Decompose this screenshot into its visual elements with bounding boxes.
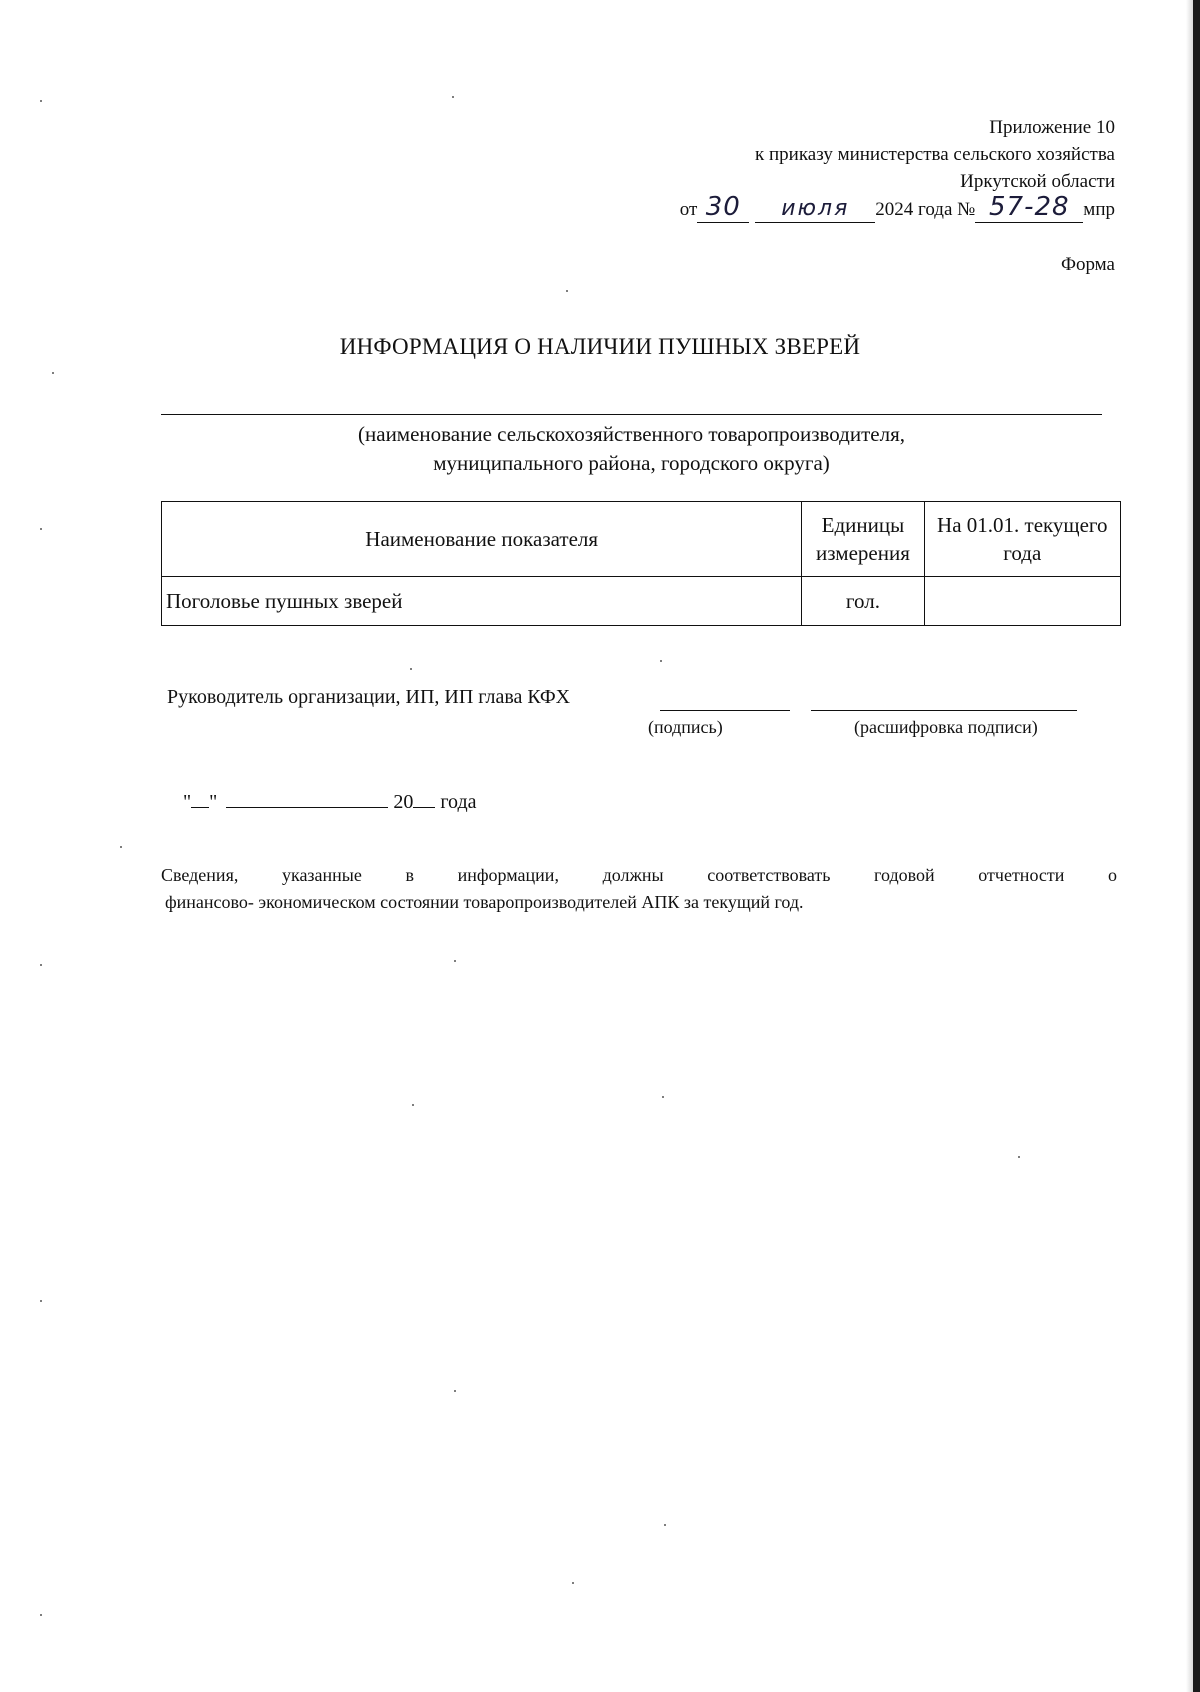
scan-speck [454, 960, 456, 962]
day-field [697, 192, 749, 223]
signature-caption: (подпись) [648, 717, 723, 737]
order-suffix: мпр [1083, 199, 1115, 220]
scan-speck [1018, 1156, 1020, 1158]
scan-speck [662, 1096, 664, 1098]
caption-line-2: муниципального района, городского округа) [433, 451, 830, 475]
form-label: Форма [1060, 254, 1115, 275]
scan-speck [410, 668, 412, 670]
scan-speck [52, 372, 54, 374]
scan-speck [120, 846, 122, 848]
handwritten-month: июля [781, 196, 850, 221]
region-name: Иркутской области [960, 171, 1115, 192]
compliance-note [161, 862, 1117, 916]
cell-value[interactable] [924, 577, 1120, 626]
scan-page-edge [1193, 0, 1200, 1692]
order-reference-block [680, 114, 1115, 223]
producer-name-caption [161, 420, 1102, 478]
year-text: 2024 года № [875, 199, 976, 220]
order-reference: к приказу министерства сельского хозяйства [755, 144, 1115, 165]
scan-speck [566, 290, 568, 292]
number-field [975, 192, 1083, 223]
signature-decode-line[interactable] [811, 710, 1077, 711]
scan-speck [40, 1614, 42, 1616]
appendix-number: Приложение 10 [989, 117, 1115, 138]
caption-line-1: (наименование сельскохозяйственного товаропроизводителя, [358, 422, 905, 446]
scan-speck [664, 1524, 666, 1526]
table-row [162, 577, 1121, 626]
year-blank[interactable] [413, 789, 435, 808]
cell-indicator: Поголовье пушных зверей [162, 577, 802, 626]
note-line-1: Сведения, указанные в информации, должны соответствовать годовой отчетности о [161, 865, 1117, 885]
day-blank[interactable] [191, 789, 209, 808]
month-blank[interactable] [226, 789, 388, 808]
scan-speck [454, 1390, 456, 1392]
handwritten-number: 57-28 [989, 192, 1070, 222]
order-date-line [679, 192, 1115, 223]
signature-line[interactable] [660, 710, 790, 711]
document-title: ИНФОРМАЦИЯ О НАЛИЧИИ ПУШНЫХ ЗВЕРЕЙ [339, 334, 861, 359]
open-quote: " [183, 791, 192, 813]
date-line [183, 789, 477, 814]
scan-speck [40, 964, 42, 966]
scan-speck [412, 1104, 414, 1106]
scan-speck [40, 528, 42, 530]
date-prefix: от [679, 199, 698, 220]
scan-speck [452, 96, 454, 98]
year-suffix: года [440, 791, 477, 813]
producer-name-line [161, 414, 1102, 415]
table-header-row [162, 502, 1121, 577]
scan-speck [40, 1300, 42, 1302]
close-quote: " [209, 791, 218, 813]
handwritten-day: 30 [705, 192, 741, 222]
scan-speck [40, 100, 42, 102]
header-indicator: Наименование показателя [162, 502, 802, 577]
head-of-organization-label: Руководитель организации, ИП, ИП глава КФХ [167, 686, 571, 708]
scan-speck [660, 660, 662, 662]
header-date-value: На 01.01. текущего года [924, 502, 1120, 577]
note-line-2: финансово- экономическом состоянии товаропроизводителей АПК за текущий год. [165, 892, 804, 912]
indicator-table [161, 501, 1121, 626]
scan-speck [572, 1582, 574, 1584]
signature-decode-caption: (расшифровка подписи) [854, 717, 1038, 737]
scan-edge-shadow [1186, 0, 1193, 1692]
year-prefix: 20 [393, 791, 414, 813]
month-field [755, 197, 875, 223]
header-unit: Единицы измерения [802, 502, 924, 577]
cell-unit: гол. [802, 577, 924, 626]
